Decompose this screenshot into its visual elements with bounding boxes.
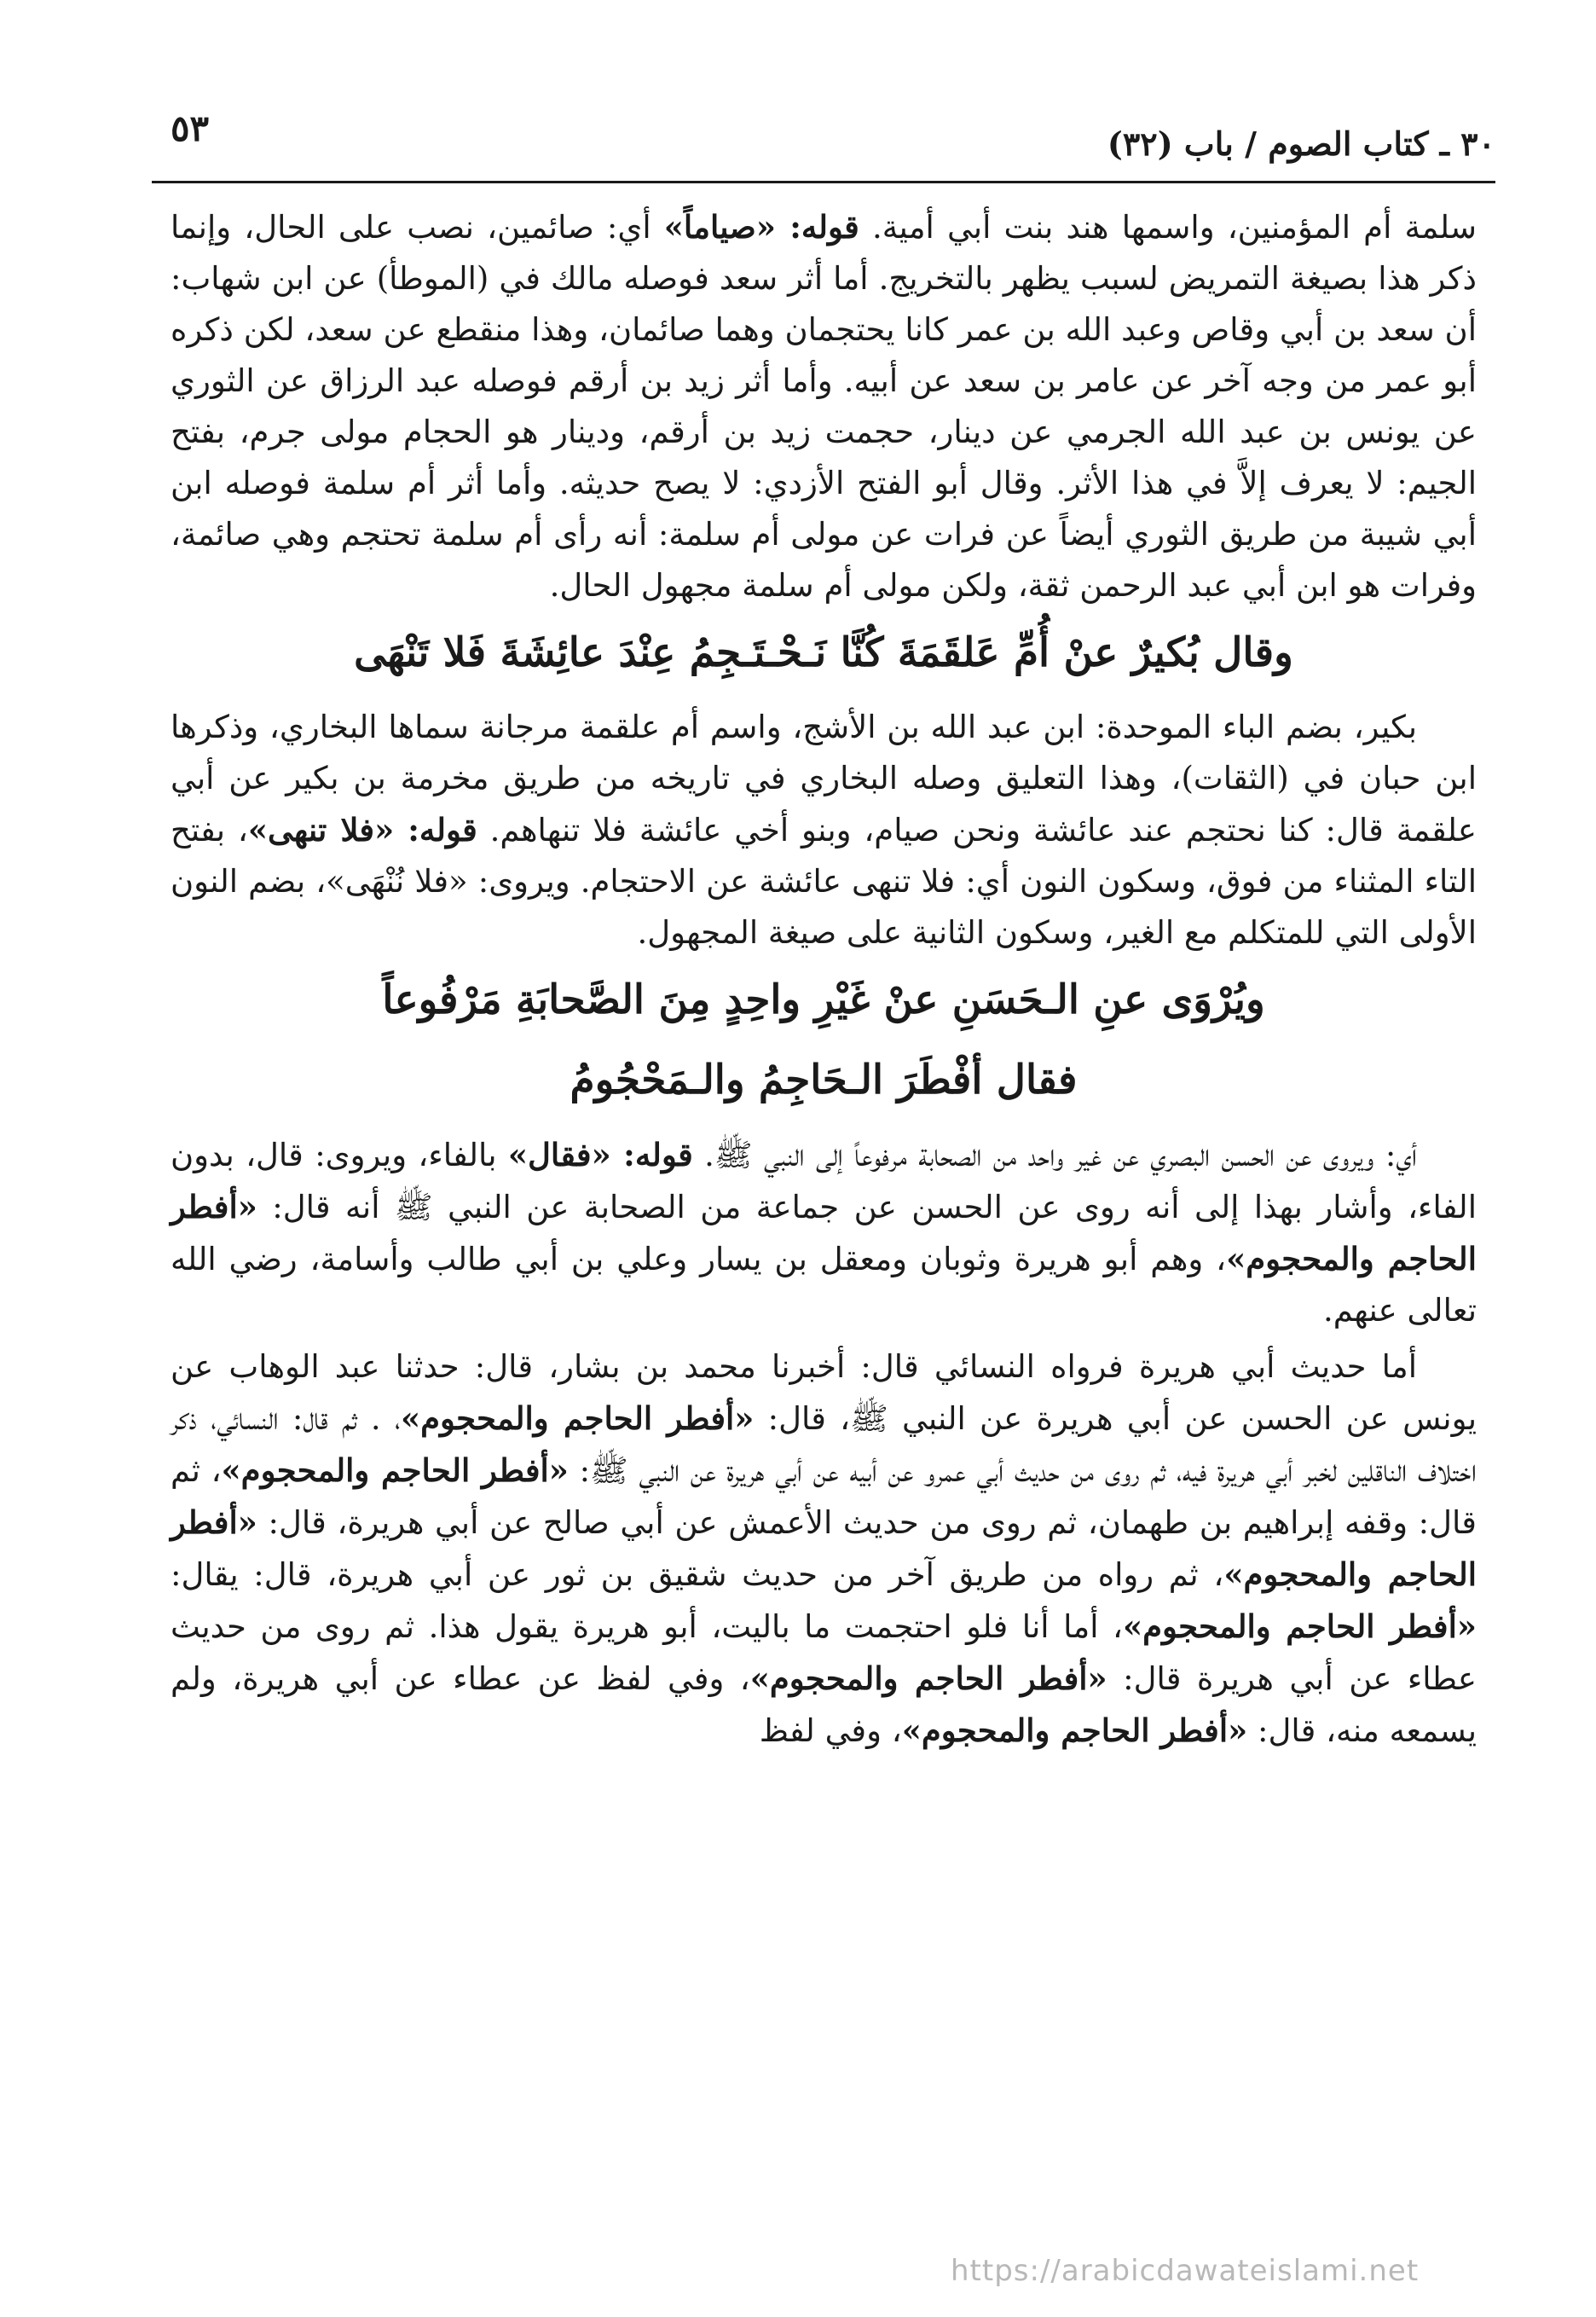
bold-quote-segment: قوله: «فلا تنهى» [247,811,477,849]
text-segment: ، ثم قال: وقفه إبراهيم بن طهمان، ثم روى من حديث الأعمش عن أبي صالح عن أبي هريرة، قال: [171,1452,1477,1541]
heading-narration-hasan: ويُرْوَى عنِ الـحَسَنِ عنْ غَيْرِ واحِدٍ مِنَ الصَّحابَةِ مَرْفُوعاً [382,976,1265,1023]
bold-quote-segment: «أفطر الحاجم والمحجوم» [171,1503,1477,1593]
text-segment: أي: ويروى عن الحسن البصري عن غير واحد من الصحابة مرفوعاً إلى النبي ﷺ. [692,1137,1418,1173]
paragraph-4 [171,1341,1477,1757]
bold-quote-segment: «أفطر الحاجم والمحجوم» [221,1451,569,1489]
page-header [171,107,1495,176]
bold-quote-segment: قوله: «صياماً» [663,208,859,246]
text-segment: ، وفي لفظ [759,1712,902,1749]
text-segment: ، وهم أبو هريرة وثوبان ومعقل بن يسار وعلي بن أبي طالب وأسامة، رضي الله تعالى عنهم. [171,1241,1477,1329]
bold-quote-segment: «أفطر الحاجم والمحجوم» [749,1660,1107,1697]
heading-narration-bukayr: وقال بُكيرٌ عنْ أُمِّ عَلقَمَةَ كُنَّا نَـحْـتَـجِمُ عِنْدَ عائِشَةَ فَلا تَنْهَى [354,629,1293,676]
text-segment: بالفاء، ويروى: قال، بدون الفاء، وأشار بهذا إلى أنه روى عن الحسن عن جماعة من الصحابة عن النبي ﷺ أنه قال: [171,1137,1477,1225]
paragraph-2 [171,702,1477,959]
bold-quote-segment: «أفطر الحاجم والمحجوم» [171,1188,1477,1277]
text-segment: ، ثم رواه من طريق آخر من حديث شقيق بن ثور عن أبي هريرة، قال: يقال: [171,1556,1224,1593]
text-segment: ، . ثم قال: النسائي، ذكر اختلاف الناقلين لخبر أبي هريرة فيه، ثم روى من حديث أبي عمرو عن أبيه عن أبي هريرة عن النبي ﷺ: [171,1400,1477,1489]
page-number: ٥٣ [171,107,210,149]
paragraph-1 [171,201,1477,611]
text-segment: أما حديث أبي هريرة فرواه النسائي قال: أخبرنا محمد بن بشار، قال: حدثنا عبد الوهاب عن يونس عن الحسن عن أبي هريرة عن النبي ﷺ، قال: [171,1348,1477,1437]
text-segment: ، أما أنا فلو احتجمت ما باليت، أبو هريرة يقول هذا. ثم روى من حديث عطاء عن أبي هريرة قال: [171,1608,1477,1697]
text-segment: سلمة أم المؤمنين، واسمها هند بنت أبي أمية. [859,209,1477,246]
page-body [171,201,1477,1762]
bold-quote-segment: «أفطر الحاجم والمحجوم» [1122,1607,1477,1645]
header-rule [152,181,1495,183]
bold-quote-segment: قوله: «فقال» [507,1136,693,1173]
paragraph-3 [171,1129,1477,1336]
running-header-chapter: ٣٠ ـ كتاب الصوم / باب (٣٢) [1107,125,1495,163]
text-segment: بكير، بضم الباء الموحدة: ابن عبد الله بن الأشج، واسم أم علقمة مرجانة سماها البخاري، وذكرها ابن حبان في (الثقات)، وهذا التعليق وصله البخاري في تاريخه من طريق مخرمة بن بكير عن أبي علقمة قال: كنا نحتجم عند عائشة ونحن صيام، وبنو أخي عائشة فلا تنهاهم. [171,709,1477,849]
bold-quote-segment: «أفطر الحاجم والمحجوم» [901,1712,1248,1749]
bold-quote-segment: «أفطر الحاجم والمحجوم» [400,1399,755,1437]
heading-hadith-text: فقال أفْطَرَ الـحَاجِمُ والـمَحْجُومُ [570,1057,1078,1103]
text-segment: ، بفتح التاء المثناء من فوق، وسكون النون أي: فلا تنهى عائشة عن الاحتجام. ويروى: «فلا نُنْهَى»، بضم النون الأولى التي للمتكلم مع الغير، وسكون الثانية على صيغة المجهول. [171,812,1477,951]
text-segment: أي: صائمين، نصب على الحال، وإنما ذكر هذا بصيغة التمريض لسبب يظهر بالتخريج. أما أثر سعد فوصله مالك في (الموطأ) عن ابن شهاب: أن سعد بن أبي وقاص وعبد الله بن عمر كانا يحتجمان وهما صائمان، وهذا منقطع عن سعد، لكن ذكره أبو عمر من وجه آخر عن عامر بن سعد عن أبيه. وأما أثر زيد بن أرقم فوصله عبد الرزاق عن الثوري عن يونس بن عبد الله الجرمي عن دينار، حجمت زيد بن أرقم، ودينار هو الحجام مولى جرم، بفتح الجيم: لا يعرف إلاَّ في هذا الأثر. وقال أبو الفتح الأزدي: لا يصح حديثه. وأما أثر أم سلمة فوصله ابن أبي شيبة من طريق الثوري أيضاً عن فرات عن مولى أم سلمة: أنه رأى أم سلمة تحتجم وهي صائمة، وفرات هو ابن أبي عبد الرحمن ثقة، ولكن مولى أم سلمة مجهول الحال. [171,209,1477,604]
watermark-url: https://arabicdawateislami.net [951,2254,1420,2288]
text-segment: ، وفي لفظ عن عطاء عن أبي هريرة، ولم يسمعه منه، قال: [171,1660,1477,1749]
